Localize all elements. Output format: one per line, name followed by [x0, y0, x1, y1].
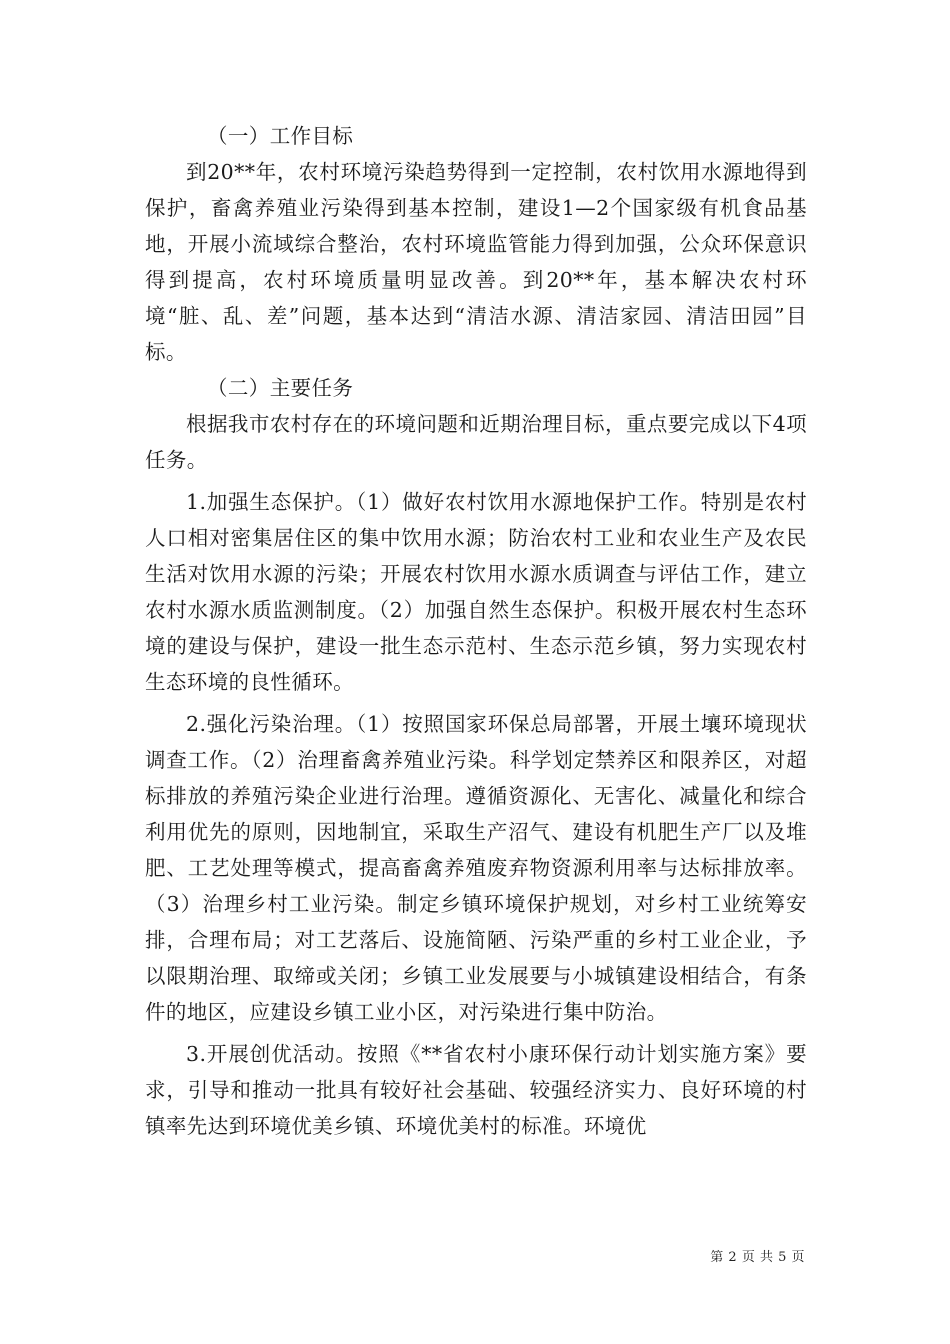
section-heading-goals: （一）工作目标	[207, 124, 354, 148]
paragraph-goals: 到20**年，农村环境污染趋势得到一定控制，农村饮用水源地得到保护，畜禽养殖业污染得到基本控制，建设1—2个国家级有机食品基地，开展小流域综合整治，农村环境监管能力得到加强，公众环保意识得到提高，农村环境质量明显改善。到20**年，基本解决农村环境“脏、乱、差”问题，基本达到“清洁水源、清洁家园、清洁田园”目标。	[145, 160, 807, 364]
paragraph-task-ecology: 1.加强生态保护。（1）做好农村饮用水源地保护工作。特别是农村人口相对密集居住区的集中饮用水源；防治农村工业和农业生产及农民生活对饮用水源的污染；开展农村饮用水源水质调查与评估工作，建立农村水源水质监测制度。（2）加强自然生态保护。积极开展农村生态环境的建设与保护，建设一批生态示范村、生态示范乡镇，努力实现农村生态环境的良性循环。	[145, 490, 807, 694]
page-number: 第 2 页 共 5 页	[710, 1250, 805, 1265]
paragraph-task-excellence: 3.开展创优活动。按照《**省农村小康环保行动计划实施方案》要求，引导和推动一批具有较好社会基础、较强经济实力、良好环境的村镇率先达到环境优美乡镇、环境优美村的标准。环境优	[145, 1042, 807, 1138]
document-body	[145, 118, 807, 1144]
section-heading-tasks: （二）主要任务	[207, 376, 354, 400]
paragraph-tasks-intro: 根据我市农村存在的环境问题和近期治理目标，重点要完成以下4项任务。	[145, 412, 807, 472]
paragraph-task-pollution: 2.强化污染治理。（1）按照国家环保总局部署，开展土壤环境现状调查工作。（2）治理畜禽养殖业污染。科学划定禁养区和限养区，对超标排放的养殖污染企业进行治理。遵循资源化、无害化、减量化和综合利用优先的原则，因地制宜，采取生产沼气、建设有机肥生产厂以及堆肥、工艺处理等模式，提高畜禽养殖废弃物资源利用率与达标排放率。（3）治理乡村工业污染。制定乡镇环境保护规划，对乡村工业统筹安排，合理布局；对工艺落后、设施简陋、污染严重的乡村工业企业，予以限期治理、取缔或关闭；乡镇工业发展要与小城镇建设相结合，有条件的地区，应建设乡镇工业小区，对污染进行集中防治。	[145, 712, 807, 1024]
